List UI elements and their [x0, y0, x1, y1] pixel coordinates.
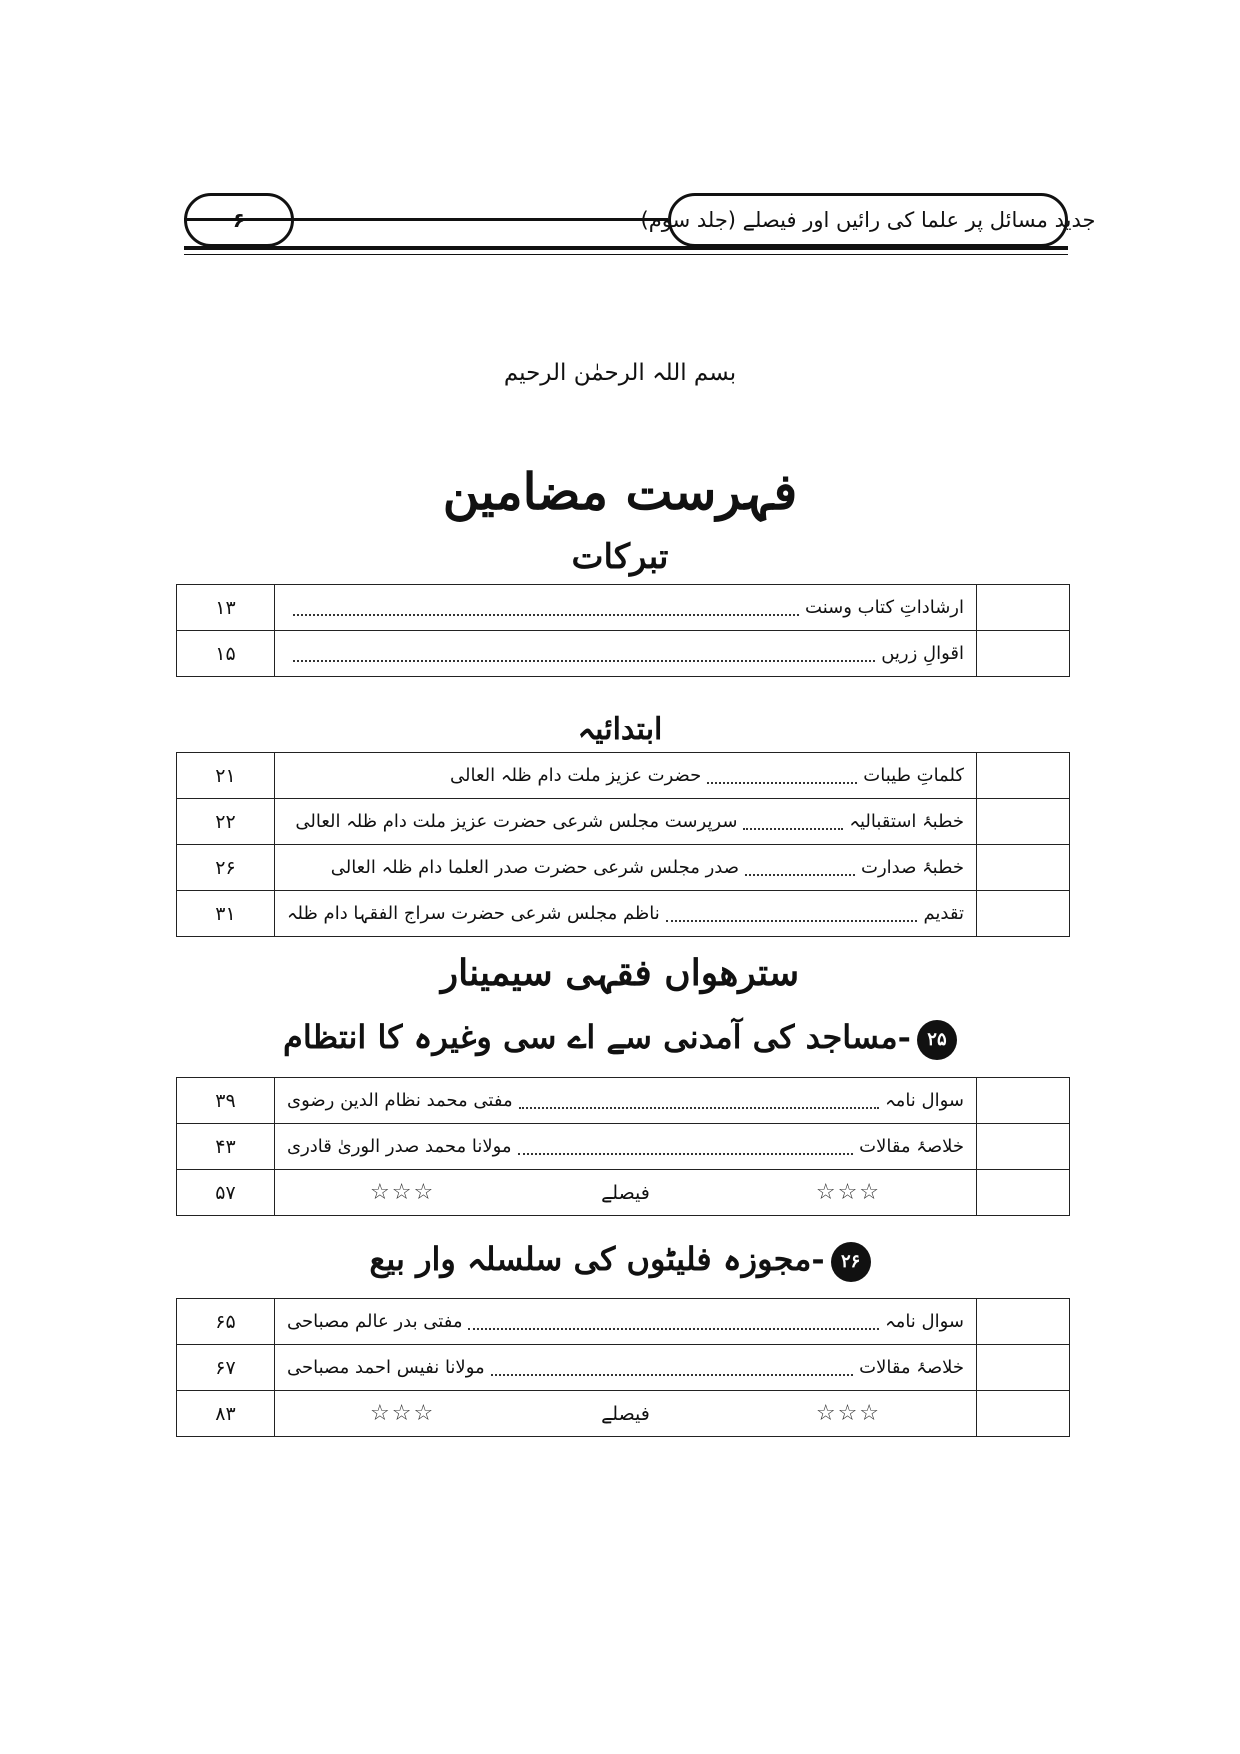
entry-title: خلاصۂ مقالات: [859, 1136, 964, 1157]
entry-title: اقوالِ زریں: [881, 643, 964, 664]
entry-title: سوال نامہ: [885, 1311, 964, 1332]
entry-cell: [275, 585, 977, 631]
row-marker-cell: [977, 891, 1070, 937]
stars-ornament: ☆☆☆: [815, 1401, 882, 1426]
topic-title: -مجوزہ فلیٹوں کی سلسلہ وار بیع: [369, 1240, 825, 1278]
entry-page-number: ۳۹: [177, 1078, 275, 1124]
page-title: فہرست مضامین: [442, 462, 798, 521]
toc-table-ibtidaiya: [176, 752, 1070, 937]
entry-author: سرپرست مجلس شرعی حضرت عزیز ملت دام ظلہ العالی: [295, 811, 738, 832]
table-row: [177, 1078, 1070, 1124]
row-marker-cell: [977, 1391, 1070, 1437]
toc-table-tabarrukat: [176, 584, 1070, 677]
entry-page-number: ۱۵: [177, 631, 275, 677]
dot-leader: [293, 600, 799, 616]
entry-page-number: ۲۶: [177, 845, 275, 891]
entry-author: مفتی محمد نظام الدین رضوی: [287, 1090, 513, 1111]
stars-ornament: ☆☆☆: [370, 1180, 436, 1205]
table-row: [177, 1391, 1070, 1437]
table-row: [177, 1124, 1070, 1170]
entry-cell: [275, 1345, 977, 1391]
table-row: [177, 845, 1070, 891]
toc-table-topic-26: [176, 1298, 1070, 1437]
entry-page-number: ۶۷: [177, 1345, 275, 1391]
entry-author: حضرت عزیز ملت دام ظلہ العالی: [450, 765, 702, 786]
stars-ornament: ☆☆☆: [815, 1180, 882, 1205]
page-number: ۶: [184, 193, 294, 247]
entry-page-number: ۲۱: [177, 753, 275, 799]
topic-26-heading: [0, 1240, 1240, 1282]
entry-cell: [275, 799, 977, 845]
entry-cell: [275, 631, 977, 677]
seminar-title: سترھواں فقہی سیمینار: [440, 952, 800, 994]
entry-cell: [275, 753, 977, 799]
topic-25-heading: [0, 1018, 1240, 1060]
dot-leader: [707, 768, 857, 784]
table-row: [177, 585, 1070, 631]
dot-leader: [468, 1314, 879, 1330]
header-rule-thin: [184, 254, 1068, 255]
row-marker-cell: [977, 631, 1070, 677]
entry-author: مولانا محمد صدر الوریٰ قادری: [287, 1136, 512, 1157]
running-header-title: جدید مسائل پر علما کی رائیں اور فیصلے (جلد سوم): [668, 193, 1068, 247]
entry-title: سوال نامہ: [885, 1090, 964, 1111]
entry-author: صدر مجلس شرعی حضرت صدر العلما دام ظلہ العالی: [330, 857, 740, 878]
row-marker-cell: [977, 1078, 1070, 1124]
entry-cell: [275, 1170, 977, 1216]
entry-cell: [275, 1299, 977, 1345]
dot-leader: [745, 860, 855, 876]
row-marker-cell: [977, 585, 1070, 631]
stars-ornament: ☆☆☆: [370, 1401, 436, 1426]
entry-author: ناظم مجلس شرعی حضرت سراج الفقہا دام ظلہ: [287, 903, 660, 924]
dot-leader: [491, 1360, 853, 1376]
decision-label: فیصلے: [601, 1181, 650, 1204]
entry-title: کلماتِ طیبات: [863, 765, 964, 786]
entry-title: خطبۂ صدارت: [861, 857, 964, 878]
entry-page-number: ۳۱: [177, 891, 275, 937]
entry-page-number: ۵۷: [177, 1170, 275, 1216]
table-row: [177, 1345, 1070, 1391]
entry-title: خطبۂ استقبالیہ: [849, 811, 964, 832]
entry-page-number: ۲۲: [177, 799, 275, 845]
dot-leader: [666, 906, 918, 922]
row-marker-cell: [977, 845, 1070, 891]
table-row: [177, 1170, 1070, 1216]
table-row: [177, 631, 1070, 677]
entry-cell: [275, 891, 977, 937]
entry-title: خلاصۂ مقالات: [859, 1357, 964, 1378]
toc-table-topic-25: [176, 1077, 1070, 1216]
entry-cell: [275, 1124, 977, 1170]
row-marker-cell: [977, 1124, 1070, 1170]
table-row: [177, 799, 1070, 845]
entry-page-number: ۶۵: [177, 1299, 275, 1345]
bismillah: بسم اللہ الرحمٰن الرحیم: [503, 360, 737, 386]
dot-leader: [519, 1093, 880, 1109]
entry-title: تقدیم: [923, 903, 964, 924]
section-title-ibtidaiya: ابتدائیہ: [577, 712, 663, 747]
row-marker-cell: [977, 1170, 1070, 1216]
entry-page-number: ۱۳: [177, 585, 275, 631]
decision-label: فیصلے: [601, 1402, 650, 1425]
table-row: [177, 753, 1070, 799]
dot-leader: [293, 646, 875, 662]
entry-cell: [275, 845, 977, 891]
entry-title: ارشاداتِ کتاب وسنت: [805, 597, 964, 618]
table-row: [177, 891, 1070, 937]
table-row: [177, 1299, 1070, 1345]
topic-number-badge: ۲۶: [831, 1242, 871, 1282]
entry-page-number: ۴۳: [177, 1124, 275, 1170]
row-marker-cell: [977, 753, 1070, 799]
row-marker-cell: [977, 799, 1070, 845]
row-marker-cell: [977, 1299, 1070, 1345]
entry-cell: [275, 1078, 977, 1124]
entry-page-number: ۸۳: [177, 1391, 275, 1437]
dot-leader: [743, 814, 843, 830]
section-title-tabarrukat: تبرکات: [571, 537, 669, 577]
entry-cell: [275, 1391, 977, 1437]
dot-leader: [518, 1139, 854, 1155]
topic-title: -مساجد کی آمدنی سے اے سی وغیرہ کا انتظام: [283, 1018, 911, 1056]
row-marker-cell: [977, 1345, 1070, 1391]
entry-author: مولانا نفیس احمد مصباحی: [287, 1357, 485, 1378]
entry-author: مفتی بدر عالم مصباحی: [287, 1311, 463, 1332]
topic-number-badge: ۲۵: [917, 1020, 957, 1060]
